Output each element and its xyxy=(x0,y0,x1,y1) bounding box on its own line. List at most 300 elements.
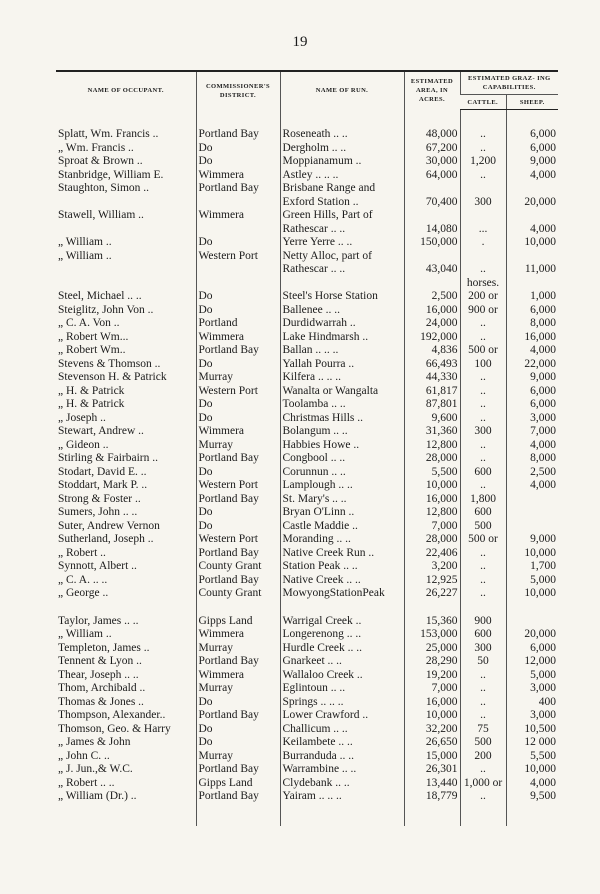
cell-sheep: 5,000 xyxy=(506,669,558,683)
cell-cattle: 900 xyxy=(460,615,506,629)
cell-occupant: Stodart, David E. .. xyxy=(58,465,147,478)
cell-area: 22,406 xyxy=(404,547,460,561)
cell-cattle: 300 xyxy=(460,642,506,656)
cell-cattle: .. xyxy=(460,669,506,683)
cell-district: Do xyxy=(196,466,280,480)
cell-district: Portland Bay xyxy=(196,344,280,358)
cell-cattle: .. xyxy=(460,682,506,696)
cell-area: 7,000 xyxy=(404,682,460,696)
cell-occupant: „ Gideon .. xyxy=(58,438,109,451)
cell-occupant xyxy=(56,277,196,291)
cell-run: Burranduda .. .. xyxy=(280,750,404,764)
cell-cattle: .. xyxy=(460,560,506,574)
cell-cattle: 200 or xyxy=(460,290,506,304)
cell-area: 16,000 xyxy=(404,304,460,318)
cell-cattle: .. xyxy=(460,547,506,561)
cell-occupant: „ Wm. Francis .. xyxy=(58,141,134,154)
cell-sheep: 8,000 xyxy=(506,317,558,331)
cell-district: Do xyxy=(196,155,280,169)
cell-run: Corunnun .. .. xyxy=(280,466,404,480)
cell-cattle: .. xyxy=(460,385,506,399)
cell-run: Lake Hindmarsh .. xyxy=(280,331,404,345)
cell-district xyxy=(196,601,280,615)
cell-run: Keilambete .. .. xyxy=(280,736,404,750)
table-row xyxy=(56,533,558,547)
cell-occupant: „ H. & Patrick xyxy=(58,384,125,397)
cell-sheep: 6,000 xyxy=(506,110,558,142)
cell-cattle: ... xyxy=(460,223,506,237)
cell-area: 7,000 xyxy=(404,520,460,534)
cell-district: Do xyxy=(196,290,280,304)
cell-run: Lamplough .. .. xyxy=(280,479,404,493)
table-row xyxy=(56,358,558,372)
cell-occupant: Stawell, William .. xyxy=(58,209,144,221)
cell-run: Ballan .. .. .. xyxy=(280,344,404,358)
cell-cattle: 50 xyxy=(460,655,506,669)
cell-occupant: „ Robert .. xyxy=(58,546,106,559)
table-row xyxy=(56,412,558,426)
cell-sheep: 1,700 xyxy=(506,560,558,574)
table-row xyxy=(56,682,558,696)
cell-occupant: Thomson, Geo. & Harry xyxy=(58,722,171,735)
cell-run: Moranding .. .. xyxy=(280,533,404,547)
cell-run: Native Creek Run .. xyxy=(280,547,404,561)
cell-cattle: .. xyxy=(460,696,506,710)
cell-sheep: 20,000 xyxy=(506,628,558,642)
cell-occupant: Stanbridge, William E. xyxy=(58,168,164,181)
cell-occupant: Sumers, John .. .. xyxy=(58,506,138,518)
table-row xyxy=(56,466,558,480)
cell-area: 61,817 xyxy=(404,385,460,399)
cell-sheep: 3,000 xyxy=(506,682,558,696)
table-row xyxy=(56,263,558,277)
cell-cattle: .. xyxy=(460,317,506,331)
cell-sheep: 10,500 xyxy=(506,723,558,737)
cell-district: Portland xyxy=(196,317,280,331)
cell-cattle: .. xyxy=(460,763,506,777)
cell-area: 9,600 xyxy=(404,412,460,426)
cell-run xyxy=(280,277,404,291)
cell-district: Western Port xyxy=(196,533,280,547)
cell-district: County Grant xyxy=(196,560,280,574)
table-row xyxy=(56,615,558,629)
table-row xyxy=(56,574,558,588)
cell-area: 12,925 xyxy=(404,574,460,588)
cell-area: 28,290 xyxy=(404,655,460,669)
cell-occupant xyxy=(56,601,196,615)
cell-sheep: 12,000 xyxy=(506,655,558,669)
cell-district: Wimmera xyxy=(196,669,280,683)
cell-sheep: 4,000 xyxy=(506,223,558,237)
table-row xyxy=(56,182,558,196)
cell-run: MowyongStationPeak xyxy=(280,587,404,601)
cell-area: 10,000 xyxy=(404,479,460,493)
table-row xyxy=(56,209,558,223)
table-row xyxy=(56,709,558,723)
cell-district: Portland Bay xyxy=(196,182,280,196)
cell-occupant: Stirling & Fairbairn .. xyxy=(58,452,158,464)
cell-area: 18,779 xyxy=(404,790,460,826)
cell-sheep: 5,000 xyxy=(506,574,558,588)
cell-cattle: .. xyxy=(460,398,506,412)
cell-sheep xyxy=(506,506,558,520)
cell-area: 15,360 xyxy=(404,615,460,629)
header-sheep: SHEEP. xyxy=(506,95,558,110)
cell-cattle: 500 or xyxy=(460,533,506,547)
cell-occupant: Sproat & Brown .. xyxy=(58,155,143,167)
cell-run: Moppianamum .. xyxy=(280,155,404,169)
cell-sheep: 6,000 xyxy=(506,385,558,399)
table-row xyxy=(56,479,558,493)
cell-district: Western Port xyxy=(196,250,280,264)
cell-occupant: „ John C. .. xyxy=(58,749,110,762)
cell-cattle: .. xyxy=(460,142,506,156)
cell-occupant: Steel, Michael .. .. xyxy=(58,290,142,302)
cell-cattle: .. xyxy=(460,479,506,493)
cell-sheep: 6,000 xyxy=(506,642,558,656)
cell-run: Wanalta or Wangalta xyxy=(280,385,404,399)
cell-district: Wimmera xyxy=(196,628,280,642)
cell-run: St. Mary's .. .. xyxy=(280,493,404,507)
cell-occupant: „ William .. xyxy=(58,628,112,640)
cell-area: 153,000 xyxy=(404,628,460,642)
cell-run: Dergholm .. .. xyxy=(280,142,404,156)
cell-sheep: 12 000 xyxy=(506,736,558,750)
cell-cattle: 1,000 or xyxy=(460,777,506,791)
cell-district: Murray xyxy=(196,682,280,696)
cell-occupant: „ Robert Wm.. xyxy=(58,344,126,356)
table-row xyxy=(56,736,558,750)
cell-area: 10,000 xyxy=(404,709,460,723)
cell-occupant: „ C. A. .. .. xyxy=(58,573,108,586)
cell-sheep: 8,000 xyxy=(506,452,558,466)
table-row xyxy=(56,317,558,331)
cell-run: Exford Station .. xyxy=(280,196,404,210)
table-row xyxy=(56,371,558,385)
cell-district: Portland Bay xyxy=(196,574,280,588)
cell-sheep: 6,000 xyxy=(506,398,558,412)
table-row xyxy=(56,439,558,453)
cell-sheep: 6,000 xyxy=(506,142,558,156)
cell-area: 44,330 xyxy=(404,371,460,385)
cell-occupant: Steiglitz, John Von .. xyxy=(58,303,154,316)
cell-district: Wimmera xyxy=(196,209,280,223)
cell-sheep: 3,000 xyxy=(506,412,558,426)
cell-occupant: Stevenson H. & Patrick xyxy=(58,371,167,383)
page-number: 19 xyxy=(292,34,308,50)
cell-sheep xyxy=(506,250,558,264)
cell-cattle: .. xyxy=(460,412,506,426)
cell-cattle: 500 or xyxy=(460,344,506,358)
cell-district: Do xyxy=(196,506,280,520)
cell-occupant: „ William .. xyxy=(58,249,112,262)
cell-occupant: „ J. Jun.,& W.C. xyxy=(58,763,133,775)
cell-sheep xyxy=(506,182,558,196)
cell-occupant xyxy=(56,196,196,210)
cell-run: Native Creek .. .. xyxy=(280,574,404,588)
cell-occupant: Splatt, Wm. Francis .. xyxy=(58,127,159,140)
header-capabilities: ESTIMATED GRAZ- ING CAPABILITIES. xyxy=(460,71,558,95)
cell-district: Gipps Land xyxy=(196,615,280,629)
cell-district: Portland Bay xyxy=(196,763,280,777)
table-row xyxy=(56,142,558,156)
cell-district: Portland Bay xyxy=(196,110,280,142)
cell-area: 16,000 xyxy=(404,493,460,507)
table-row xyxy=(56,696,558,710)
cell-sheep: 20,000 xyxy=(506,196,558,210)
cell-occupant: „ George .. xyxy=(58,587,109,599)
cell-cattle xyxy=(460,182,506,196)
cell-cattle: .. xyxy=(460,790,506,826)
cell-run: Gnarkeet .. .. xyxy=(280,655,404,669)
cell-run: Station Peak .. .. xyxy=(280,560,404,574)
cell-run: Brisbane Range and xyxy=(280,182,404,196)
cell-sheep: 11,000 xyxy=(506,263,558,277)
table-row xyxy=(56,223,558,237)
cell-district: Do xyxy=(196,142,280,156)
table-row xyxy=(56,628,558,642)
cell-occupant: Taylor, James .. .. xyxy=(58,614,139,627)
table-row xyxy=(56,236,558,250)
cell-area: 25,000 xyxy=(404,642,460,656)
cell-sheep: 400 xyxy=(506,696,558,710)
table-row xyxy=(56,777,558,791)
cell-cattle: .. xyxy=(460,709,506,723)
cell-occupant: „ C. A. Von .. xyxy=(58,317,120,329)
cell-occupant: „ Joseph .. xyxy=(58,411,106,424)
cell-run xyxy=(280,601,404,615)
cell-district: Do xyxy=(196,358,280,372)
cell-district: Do xyxy=(196,736,280,750)
cell-area: 3,200 xyxy=(404,560,460,574)
cell-district: Do xyxy=(196,304,280,318)
cell-run: Yallah Pourra .. xyxy=(280,358,404,372)
cell-run: Yairam .. .. .. xyxy=(280,790,404,826)
cell-district: Do xyxy=(196,520,280,534)
header-occupant: NAME OF OCCUPANT. xyxy=(56,71,196,110)
cell-area: 66,493 xyxy=(404,358,460,372)
table-row xyxy=(56,560,558,574)
ledger-body xyxy=(56,110,558,826)
cell-cattle: .. xyxy=(460,452,506,466)
cell-area: 26,301 xyxy=(404,763,460,777)
cell-run: Castle Maddie .. xyxy=(280,520,404,534)
table-row xyxy=(56,398,558,412)
cell-area: 12,800 xyxy=(404,439,460,453)
cell-occupant: „ H. & Patrick xyxy=(58,398,125,410)
cell-area: 48,000 xyxy=(404,110,460,142)
cell-sheep: 10,000 xyxy=(506,236,558,250)
cell-area: 67,200 xyxy=(404,142,460,156)
cell-cattle: .. xyxy=(460,169,506,183)
cell-occupant: „ James & John xyxy=(58,736,131,748)
cell-area: 4,836 xyxy=(404,344,460,358)
header-area: ESTIMATED AREA, IN ACRES. xyxy=(404,71,460,110)
cell-area: 192,000 xyxy=(404,331,460,345)
cell-district: Do xyxy=(196,696,280,710)
cell-run: Bryan O'Linn .. xyxy=(280,506,404,520)
cell-district xyxy=(196,196,280,210)
cell-cattle: 300 xyxy=(460,425,506,439)
cell-sheep: 16,000 xyxy=(506,331,558,345)
cell-cattle: 100 xyxy=(460,358,506,372)
table-row xyxy=(56,452,558,466)
cell-sheep: 4,000 xyxy=(506,344,558,358)
table-row xyxy=(56,669,558,683)
cell-sheep: 5,500 xyxy=(506,750,558,764)
cell-area: 70,400 xyxy=(404,196,460,210)
cell-area: 31,360 xyxy=(404,425,460,439)
cell-occupant: „ Robert .. .. xyxy=(58,776,115,789)
cell-cattle xyxy=(460,209,506,223)
cell-sheep: 4,000 xyxy=(506,479,558,493)
cell-district: Portland Bay xyxy=(196,709,280,723)
header-cattle: CATTLE. xyxy=(460,95,506,110)
cell-district xyxy=(196,223,280,237)
cell-cattle: 75 xyxy=(460,723,506,737)
cell-area: 87,801 xyxy=(404,398,460,412)
cell-district: Do xyxy=(196,398,280,412)
cell-sheep xyxy=(506,277,558,291)
cell-district: Portland Bay xyxy=(196,655,280,669)
cell-area: 5,500 xyxy=(404,466,460,480)
table-row xyxy=(56,723,558,737)
cell-sheep: 9,000 xyxy=(506,371,558,385)
cell-district: Western Port xyxy=(196,479,280,493)
cell-occupant xyxy=(56,263,196,277)
cell-area: 43,040 xyxy=(404,263,460,277)
cell-district: Murray xyxy=(196,750,280,764)
cell-sheep: 9,000 xyxy=(506,155,558,169)
cell-occupant: Stoddart, Mark P. .. xyxy=(58,479,148,491)
cell-district: Do xyxy=(196,412,280,426)
cell-run: Lower Crawford .. xyxy=(280,709,404,723)
cell-sheep: 10,000 xyxy=(506,763,558,777)
cell-cattle: 1,800 xyxy=(460,493,506,507)
cell-cattle: . xyxy=(460,236,506,250)
table-row xyxy=(56,169,558,183)
cell-area: 26,227 xyxy=(404,587,460,601)
table-row xyxy=(56,155,558,169)
cell-sheep: 10,000 xyxy=(506,547,558,561)
cell-sheep: 6,000 xyxy=(506,304,558,318)
cell-occupant: Suter, Andrew Vernon xyxy=(58,519,160,532)
cell-run: Netty Alloc, part of xyxy=(280,250,404,264)
table-row xyxy=(56,520,558,534)
cell-occupant: Sutherland, Joseph .. xyxy=(58,533,154,545)
cell-cattle xyxy=(460,250,506,264)
runs-ledger-table xyxy=(56,70,558,826)
cell-cattle: 900 or xyxy=(460,304,506,318)
cell-cattle: .. xyxy=(460,574,506,588)
cell-area: 26,650 xyxy=(404,736,460,750)
cell-run: Warrigal Creek .. xyxy=(280,615,404,629)
cell-run: Yerre Yerre .. .. xyxy=(280,236,404,250)
cell-occupant: Templeton, James .. xyxy=(58,641,150,654)
cell-cattle: 600 xyxy=(460,506,506,520)
cell-cattle: .. xyxy=(460,439,506,453)
cell-cattle: 600 xyxy=(460,628,506,642)
cell-area: 30,000 xyxy=(404,155,460,169)
cell-occupant: Thom, Archibald .. xyxy=(58,682,146,694)
cell-area: 19,200 xyxy=(404,669,460,683)
cell-area: 13,440 xyxy=(404,777,460,791)
cell-district: Portland Bay xyxy=(196,790,280,826)
cell-sheep: 4,000 xyxy=(506,439,558,453)
cell-sheep: 9,000 xyxy=(506,533,558,547)
cell-run: Green Hills, Part of xyxy=(280,209,404,223)
cell-district: Murray xyxy=(196,439,280,453)
cell-occupant: Staughton, Simon .. xyxy=(58,182,150,194)
cell-cattle: 500 xyxy=(460,520,506,534)
cell-occupant: Tennent & Lyon .. xyxy=(58,655,142,667)
cell-area: 24,000 xyxy=(404,317,460,331)
section-gap xyxy=(56,601,558,615)
cell-district: Portland Bay xyxy=(196,493,280,507)
table-row xyxy=(56,655,558,669)
cell-sheep: 4,000 xyxy=(506,169,558,183)
cell-run: Hurdle Creek .. .. xyxy=(280,642,404,656)
cell-sheep: 9,500 xyxy=(506,790,558,826)
cell-sheep xyxy=(506,615,558,629)
cell-run: Durdidwarrah .. xyxy=(280,317,404,331)
cell-run: Congbool .. .. xyxy=(280,452,404,466)
table-row xyxy=(56,385,558,399)
cell-run: Ballenee .. .. xyxy=(280,304,404,318)
cell-sheep xyxy=(506,493,558,507)
cell-sheep xyxy=(506,520,558,534)
cell-cattle: 600 xyxy=(460,466,506,480)
cell-cattle: horses. xyxy=(460,277,506,291)
cell-district: Wimmera xyxy=(196,425,280,439)
cell-area xyxy=(404,277,460,291)
cell-sheep: 1,000 xyxy=(506,290,558,304)
cell-cattle: .. xyxy=(460,371,506,385)
cell-run: Steel's Horse Station xyxy=(280,290,404,304)
cell-run: Challicum .. .. xyxy=(280,723,404,737)
cell-district: Murray xyxy=(196,371,280,385)
cell-area: 2,500 xyxy=(404,290,460,304)
cell-run: Habbies Howe .. xyxy=(280,439,404,453)
cell-district: Do xyxy=(196,723,280,737)
table-row xyxy=(56,250,558,264)
table-row xyxy=(56,110,558,142)
cell-district: Portland Bay xyxy=(196,452,280,466)
cell-district: County Grant xyxy=(196,587,280,601)
cell-occupant: „ William .. xyxy=(58,236,112,248)
cell-sheep: 4,000 xyxy=(506,777,558,791)
table-row xyxy=(56,506,558,520)
cell-cattle xyxy=(460,601,506,615)
cell-cattle: 500 xyxy=(460,736,506,750)
table-row xyxy=(56,750,558,764)
cell-area xyxy=(404,250,460,264)
header-district: COMMISSIONER'S DISTRICT. xyxy=(196,71,280,110)
cell-district: Murray xyxy=(196,642,280,656)
cell-occupant: Thomas & Jones .. xyxy=(58,695,144,708)
cell-occupant: Stevens & Thomson .. xyxy=(58,357,161,370)
cell-occupant: Synnott, Albert .. xyxy=(58,560,137,572)
cell-run: Rathescar .. .. xyxy=(280,223,404,237)
table-row xyxy=(56,304,558,318)
cell-cattle: .. xyxy=(460,263,506,277)
cell-district: Portland Bay xyxy=(196,547,280,561)
table-row xyxy=(56,493,558,507)
cell-cattle: 1,200 xyxy=(460,155,506,169)
cell-run: Rathescar .. .. xyxy=(280,263,404,277)
cell-sheep: 2,500 xyxy=(506,466,558,480)
table-row xyxy=(56,587,558,601)
